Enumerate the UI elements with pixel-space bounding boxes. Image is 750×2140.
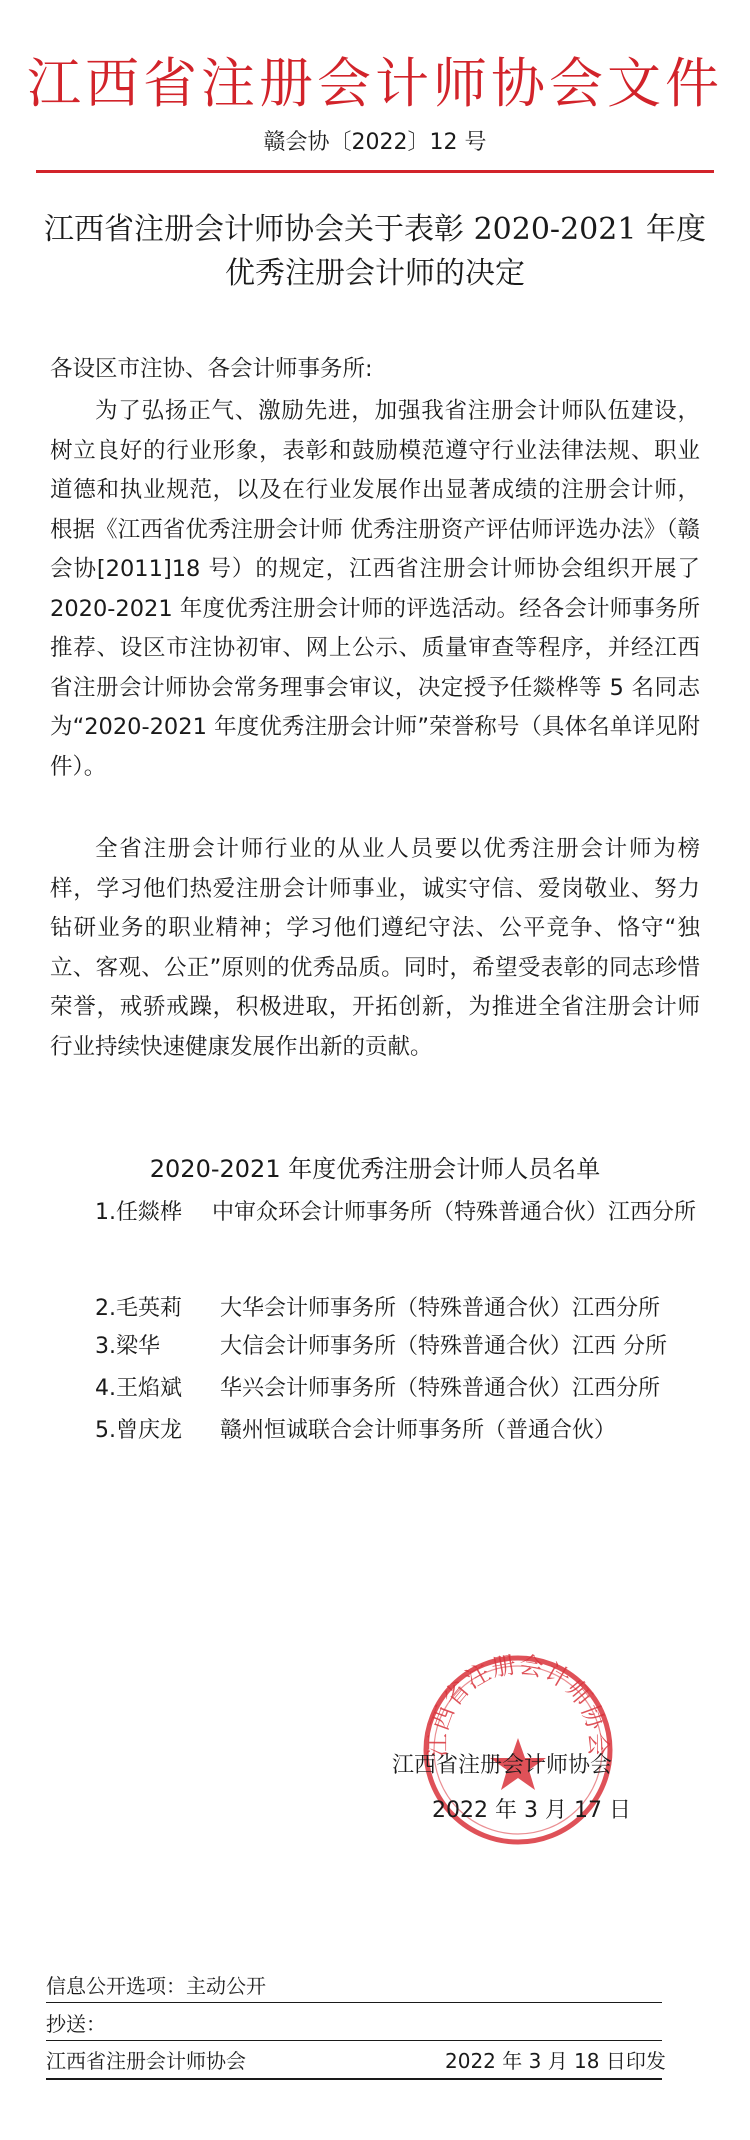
- honoree-firm: 赣州恒诚联合会计师事务所（普通合伙）: [220, 1418, 617, 1443]
- footer-bottom-divider: [46, 2078, 662, 2080]
- svg-text:江西省注册会计师协会: 江西省注册会计师协会: [423, 1650, 613, 1758]
- body-paragraph-2: [50, 830, 700, 1067]
- honoree-name: 3.梁华: [95, 1334, 160, 1359]
- honoree-firm: 中审众环会计师事务所（特殊普通合伙）江西分所: [212, 1200, 697, 1225]
- honoree-firm: 大信会计师事务所（特殊普通合伙）江西 分所: [220, 1334, 667, 1359]
- honoree-name: 4.王焰斌: [95, 1376, 182, 1401]
- issuing-organization: 江西省注册会计师协会: [46, 2049, 246, 2073]
- body-paragraph-1: [50, 392, 700, 787]
- document-header-title: 江西省注册会计师协会文件: [27, 52, 723, 115]
- document-title-line1: 江西省注册会计师协会关于表彰 2020-2021 年度: [44, 212, 706, 247]
- document-title-line2: 优秀注册会计师的决定: [225, 256, 525, 291]
- honoree-firm: 华兴会计师事务所（特殊普通合伙）江西分所: [220, 1376, 661, 1401]
- honoree-name: 5.曾庆龙: [95, 1418, 182, 1443]
- print-date: 2022 年 3 月 18 日印发: [445, 2049, 666, 2073]
- signature-organization: 江西省注册会计师协会: [392, 1753, 613, 1778]
- disclosure-option: 信息公开选项：主动公开: [46, 1974, 266, 1998]
- document-number: 赣会协〔2022〕12 号: [263, 130, 487, 155]
- paragraph-2-text: 全省注册会计师行业的从业人员要以优秀注册会计师为榜样，学习他们热爱注册会计师事业，诚实守信、爱岗敬业、努力钻研业务的职业精神；学习他们遵纪守法、公平竞争、恪守“独立、客观、公正”原则的优秀品质。同时，希望受表彰的同志珍惜荣誉，戒骄戒躁，积极进取，开拓创新，为推进全省注册会计师行业持续快速健康发展作出新的贡献。: [50, 836, 700, 1060]
- document-title: [0, 208, 750, 296]
- honor-list-title: 2020-2021 年度优秀注册会计师人员名单: [149, 1155, 601, 1183]
- footer-divider: [46, 2040, 662, 2041]
- honoree-name: 1.任燚桦: [95, 1200, 182, 1225]
- salutation: 各设区市注协、各会计师事务所:: [50, 356, 373, 382]
- footer-divider: [46, 2002, 662, 2003]
- cc-label: 抄送：: [46, 2012, 106, 2036]
- header-red-divider: [36, 170, 714, 173]
- signature-date: 2022 年 3 月 17 日: [432, 1798, 631, 1823]
- paragraph-1-text: 为了弘扬正气、激励先进，加强我省注册会计师队伍建设，树立良好的行业形象，表彰和鼓励模范遵守行业法律法规、职业道德和执业规范，以及在行业发展作出显著成绩的注册会计师，根据《江西省优秀注册会计师 优秀注册资产评估师评选办法》（赣会协[2011]18 号）的规定，江西省注册会计师协会组织开展了 2020-2021 年度优秀注册会计师的评选活动。经各会计师事务所推荐、设区市注协初审、网上公示、质量审查等程序，并经江西省注册会计师协会常务理事会审议，决定授予任燚桦等 5 名同志为“2020-2021 年度优秀注册会计师”荣誉称号（具体名单详见附件）。: [50, 398, 700, 780]
- honoree-firm: 大华会计师事务所（特殊普通合伙）江西分所: [220, 1296, 661, 1321]
- honoree-name: 2.毛英莉: [95, 1296, 182, 1321]
